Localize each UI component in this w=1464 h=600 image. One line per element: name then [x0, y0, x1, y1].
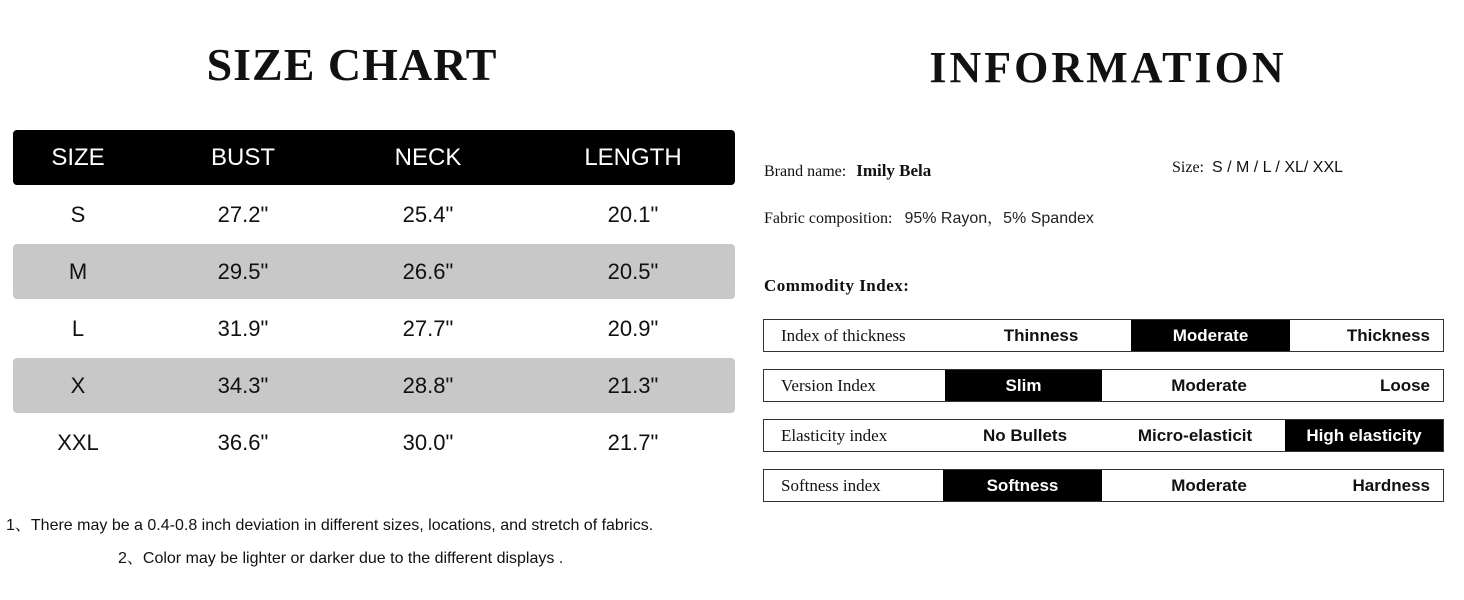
index-option: Thinness — [1003, 325, 1079, 345]
brand-value: Imily Bela — [856, 161, 932, 180]
cell-neck: 30.0" — [402, 429, 454, 455]
cell-size: L — [71, 315, 85, 341]
fabric-info — [764, 205, 1094, 228]
fabric-value: 95% Rayon，5% Spandex — [904, 210, 1094, 227]
cell-size: X — [70, 372, 86, 398]
cell-bust: 29.5" — [217, 258, 269, 284]
index-option: Moderate — [1171, 375, 1247, 395]
thickness-index-row — [763, 319, 1444, 352]
information-title: INFORMATION — [929, 43, 1287, 92]
cell-length: 21.7" — [607, 429, 659, 455]
brand-info — [764, 161, 931, 181]
cell-neck: 26.6" — [402, 258, 454, 284]
cell-size: S — [70, 201, 86, 227]
table-row — [13, 301, 735, 356]
size-value: S / M / L / XL/ XXL — [1212, 159, 1344, 176]
elasticity-index-row — [763, 419, 1444, 452]
commodity-index-heading: Commodity Index: — [764, 276, 910, 295]
index-label: Elasticity index — [781, 425, 888, 445]
index-label: Index of thickness — [781, 325, 906, 345]
header-bust: BUST — [210, 143, 275, 171]
version-index-row — [763, 369, 1444, 402]
index-option-selected: High elasticity — [1285, 420, 1443, 451]
cell-size: XXL — [57, 429, 99, 455]
table-row — [13, 187, 735, 242]
cell-bust: 36.6" — [217, 429, 269, 455]
cell-bust: 31.9" — [217, 315, 269, 341]
index-option-selected: Slim — [945, 370, 1102, 401]
cell-length: 20.9" — [607, 315, 659, 341]
index-option-selected: Moderate — [1131, 320, 1290, 351]
cell-neck: 28.8" — [402, 372, 454, 398]
index-option: No Bullets — [982, 425, 1068, 445]
cell-length: 20.1" — [607, 201, 659, 227]
cell-size: M — [68, 258, 88, 284]
cell-length: 20.5" — [607, 258, 659, 284]
size-chart-table — [13, 130, 735, 470]
index-option: Micro-elasticit — [1137, 425, 1253, 445]
cell-bust: 27.2" — [217, 201, 269, 227]
table-row — [13, 244, 735, 299]
cell-neck: 25.4" — [402, 201, 454, 227]
cell-length: 21.3" — [607, 372, 659, 398]
header-size: SIZE — [51, 143, 105, 171]
size-label: Size: — [1172, 159, 1204, 176]
header-neck: NECK — [394, 143, 462, 171]
index-label: Softness index — [781, 475, 881, 495]
index-label: Version Index — [781, 375, 876, 395]
cell-bust: 34.3" — [217, 372, 269, 398]
index-option: Moderate — [1171, 475, 1247, 495]
deviation-note: 1、There may be a 0.4-0.8 inch deviation in different sizes, locations, and stretch of fabrics. — [6, 517, 654, 534]
header-length: LENGTH — [584, 143, 682, 171]
color-note: 2、Color may be lighter or darker due to the different displays . — [118, 550, 564, 567]
brand-label: Brand name: — [764, 163, 847, 180]
fabric-label: Fabric composition: — [764, 210, 893, 227]
table-row — [13, 415, 735, 470]
table-row — [13, 358, 735, 413]
index-option: Thickness — [1346, 325, 1430, 345]
size-table-header — [13, 130, 735, 185]
index-option: Loose — [1379, 375, 1430, 395]
index-option-selected: Softness — [943, 470, 1102, 501]
cell-neck: 27.7" — [402, 315, 454, 341]
index-option: Hardness — [1352, 475, 1430, 495]
size-info — [1172, 159, 1343, 177]
softness-index-row — [763, 469, 1444, 502]
size-chart-title: SIZE CHART — [206, 39, 498, 90]
